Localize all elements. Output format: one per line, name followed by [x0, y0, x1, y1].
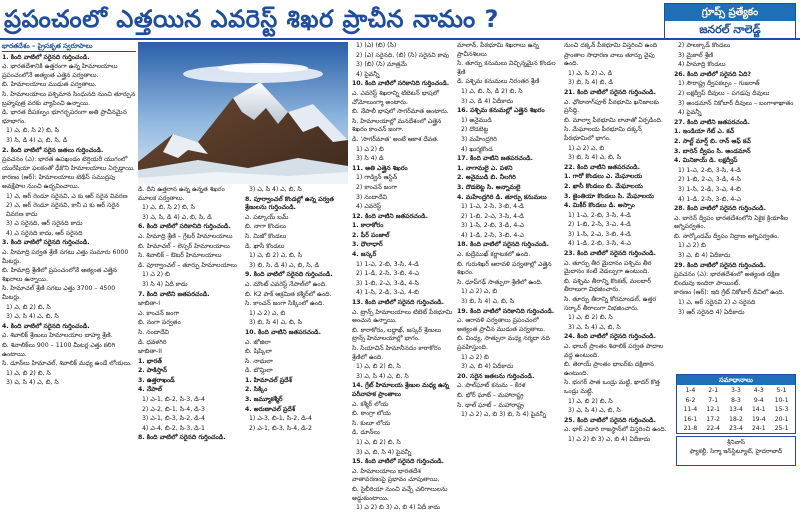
question-line: డి. భారత దీపకల్పం భూగర్భపరంగా అతి ప్రాచీనమైన భూభాగం. — [2, 109, 127, 125]
question-line: సి. హిమాలయాల్లో మనదేశంలో ఎత్తైన శిఖరం కాంచన్ జంగా. — [352, 117, 442, 134]
question-line: ఎ. పాల్‌ఘాట్ కనుమ – కేరళ — [457, 382, 526, 390]
question-line: 29. కింది వాటిలో సరైనది గుర్తించండి. — [674, 261, 766, 269]
question-line: 2) కాంచన్ జంగా — [356, 183, 398, 191]
question-line: 3) బి, సి, డి 4) ఎ, బి, సి, డి — [249, 261, 320, 269]
answer-cell: 10-1 — [774, 396, 789, 404]
question-line: 2) ఎ-1, బి-3, సి-4, డి-2 — [249, 424, 312, 432]
question-line: 2) 1-బి, 2-ఎ, 3-డి, 4-సి — [678, 176, 741, 184]
question-line: 23. కింది వాటిలో సరైనది గుర్తించండి. — [564, 250, 656, 258]
question-line: 2) ఎ, ఆర్ రెండూ సరైనవి, కానీ ఎ కు ఆర్ సరైన వివరణ కాదు — [6, 202, 120, 218]
answer-key-title: సమాధానాలు — [677, 375, 795, 385]
question-line: 2. పాకిస్తాన్ — [138, 367, 167, 375]
question-line: 3. దొడబెట్ట సి. అన్నామలై — [457, 183, 521, 191]
question-line: 3) బి, సి 4) ఎ, బి, సి — [461, 298, 515, 306]
question-line: 1. గారో కొండలు ఎ. మేఘాలయ — [564, 173, 643, 181]
question-line: ప్రవచనం (ఎ): భారతదేశంలో అత్యంత దక్షిణ బిందువు ఇందిరా పాయింట్. — [674, 271, 780, 287]
question-line: 1. ఇండియా గేట్ ఎ. కచ్ — [674, 128, 735, 136]
question-line: 3. జైంతియా కొండలు సి. మేఘాలయ — [564, 192, 654, 200]
question-line: 1) ఎ, బి 2) బి, సి — [568, 314, 613, 322]
question-line: 1. కింది వాటిలో సరైనది గుర్తించండి. — [2, 53, 90, 61]
question-line: బి. K2 పాక్ ఆక్రమిత కశ్మీర్‌లో ఉంది. — [245, 290, 332, 298]
answer-cell: 4-3 — [753, 387, 764, 394]
col3-questions — [352, 42, 454, 513]
answer-cell: 20-1 — [774, 415, 789, 423]
author-role: ఫ్యాకల్టీ, సిగ్మా ఇన్‌స్టిట్యూట్, హైదరాబాద్ — [689, 448, 783, 455]
answer-cell: 9-4 — [753, 396, 764, 404]
answer-cell: 24-1 — [751, 425, 766, 433]
question-line: 1) ఎ 2) బి — [678, 242, 706, 250]
question-line: జాబితా-II — [138, 348, 162, 356]
question-line: 1) సౌరాష్ట్ర ద్వీపకల్పం – గుజరాత్ — [678, 80, 760, 88]
answer-cell: 19-4 — [751, 415, 766, 423]
question-line: బి. మాల్వా పీఠభూమి లావాతో ఏర్పడింది. — [564, 116, 663, 124]
question-line: జాబితా-I — [138, 300, 161, 308]
column-4 — [457, 42, 561, 466]
question-line: 1) ఎ, సి 2) ఎ, డి — [568, 69, 613, 77]
question-line: డి. 'సాగర్‌మాత' అంటే ఆకాశ దేవత. — [352, 135, 439, 143]
question-line: 2. ఖాసీ కొండలు బి. మేఘాలయ — [564, 182, 643, 190]
question-line: 3. బారెన్ ద్వీపం సి. అండమాన్ — [674, 147, 751, 155]
question-line: 2) 1-డి, 2-సి, 3-బి, 4-ఎ — [356, 270, 419, 278]
col6-questions — [674, 42, 798, 317]
question-line: బి. పశ్చిమ తీరాన్ని కొంకణ్, మలబార్ తీరాలుగా విభజించారు. — [564, 277, 652, 294]
question-line: సి. సియాచిన్ హిమానీనదం కారాకోరం శ్రేణిలో ఉంది. — [352, 345, 441, 361]
question-line: 1) అనైముడి — [461, 116, 492, 124]
question-line: డి. బొమ్డిలా — [245, 367, 273, 375]
question-line: ఎ. ఆరావళి పర్వతాలు ప్రపంచంలో అత్యంత ప్రాచీన ముడుత పర్వతాలు. — [457, 317, 546, 333]
answer-grid — [677, 385, 795, 435]
question-line: 1. హిమాచల్ ప్రదేశ్ — [245, 376, 292, 384]
question-line: 1) ఎ-1, బి-2, సి-3, డి-4 — [142, 396, 205, 404]
question-line: 2) 1-బి, 2-సి, 3-ఎ, 4-డి — [568, 221, 631, 229]
question-line: 3) ఎ, బి 4) ఏదీకాదు — [678, 252, 731, 260]
question-line: ఎ. భాబర్ ప్రాంతం శివాలిక్ పర్వత పాదాల వద్ద ఉంటుంది. — [564, 343, 664, 359]
question-line: 7. కింది వాటిని జతపరచండి. — [138, 290, 210, 298]
question-line: బి. నేపాలీ భాషలో సాగర్‌మాత అంటారు. — [352, 108, 449, 116]
question-line: సి. మిజో కొండలు — [245, 232, 287, 240]
question-line: 3) ఎ సరైనది, ఆర్ సరైనది కాదు — [6, 220, 83, 228]
question-line: 1) 1-ఎ, 2-సి, 3-బి, 4-డి — [461, 203, 524, 211]
question-line: 1) ఎ-3, బి-1, సి-2, డి-4 — [249, 415, 312, 423]
question-line: బి. కాంగ్రా లోయ — [352, 410, 391, 418]
author-name: శ్రీనివాస్ — [727, 439, 745, 446]
answer-cell: 22-4 — [706, 425, 720, 433]
question-line: సి. ధూప్‌గఢ్ సాత్పురా శ్రేణిలో ఉంది. — [457, 278, 543, 286]
question-line: ఎ. హిమాలయాలు భారతదేశ వాతావరణంపై ప్రభావం చూపుతాయి. — [352, 467, 440, 484]
mountain-image — [138, 42, 348, 184]
question-line: 3) ఎ, బి 4) ఏదీకాదు — [461, 363, 514, 371]
question-line: 2. పీర్ పంజాల్ — [352, 231, 390, 239]
question-line: 3) ఆర్ సరైనది 4) ఏదీకాదు — [678, 308, 745, 316]
question-line: ప్రవచనం (ఎ): భారత ఉపఖండం టెర్షియరీ యుగంలో యురేషియా ఫలకంతో ఢీకొని హిమాలయాలు ఏర్పడ్డాయి. — [2, 156, 136, 172]
question-line: 27. కింది వాటిని జతపరచండి. — [674, 118, 750, 126]
question-line: 3) ఎ, సి 4) ఎ, బి, సి — [6, 313, 59, 321]
question-line: 4) ఖుర్మకొండ — [461, 145, 493, 153]
question-line: కారణం (ఆర్): హిమాలయాలు టెథీస్ సముద్రపు అవక్షేపాల నుంచి ఉద్భవించాయి. — [2, 174, 116, 190]
question-line: బి. వింధ్య, సాత్పురా మధ్య నర్మదా నది ప్రవహిస్తుంది. — [457, 335, 550, 351]
question-line: 1) ఎ, బి 2) బి, సి — [568, 397, 613, 405]
question-line: 1) ఎ, బి 2) బి, సి — [356, 363, 401, 371]
question-line: 4) హిమాద్రి కొండలు — [678, 61, 726, 69]
question-line: సి. కాంచన్ జంగా సిక్కింలో ఉంది. — [245, 300, 325, 308]
answer-cell: 18-2 — [729, 415, 743, 423]
answer-cell: 16-1 — [683, 415, 698, 423]
answer-cell: 21-8 — [683, 425, 698, 433]
question-line: 3) ఎ, సి 4) ఎ, బి, సి — [568, 323, 621, 331]
question-line: 17. కింది వాటిని జతపరచండి. — [457, 155, 533, 163]
answer-cell: 15-3 — [774, 406, 789, 414]
question-line: 3) ఎ, సి 4) ఎ, బి, సి — [249, 186, 302, 193]
question-line: 4) పైవన్నీ — [356, 70, 380, 78]
question-line: 4. మినికాయ్ డి. లక్షద్వీప్ — [674, 157, 738, 165]
question-line: 1) ఎ 2) బి 3) ఎ, బి 4) ఏదీకాదు — [568, 435, 651, 443]
question-line: 2) లక్షద్వీప్ దీవులు – పగడపు దీవులు — [678, 89, 770, 97]
question-line: ఎ. కుద్రేముఖ్ కర్ణాటకలో ఉంది. — [457, 251, 531, 259]
question-line: 3. ధౌలాధార్ — [352, 241, 383, 249]
question-line: 1) ఎ, బి, సి 2) బి, సి — [6, 127, 60, 135]
question-line: 24. కింది వాటిలో సరైనది గుర్తించండి. — [564, 333, 656, 341]
question-line: 2) (ఎ) సరైనది, (బి) (సి) సరైనవి కావు — [356, 51, 449, 59]
question-line: 4) ఎ సరైనది కాదు, ఆర్ సరైనది — [6, 229, 83, 237]
question-line: 21. కింది వాటిలో సరైనది గుర్తించండి. — [564, 88, 656, 96]
question-line: ఎ. తూర్పు తీర మైదానం పశ్చిమ తీర మైదానం కంటే వెడల్పుగా ఉంటుంది. — [564, 259, 652, 276]
question-line: ఎ. హిమాద్రి శ్రేణి – గ్రేటర్ హిమాలయాలు — [138, 232, 233, 240]
question-line: బి. హిమాలయాలు ముడుత పర్వతాలు. — [2, 81, 97, 89]
answer-cell: 8-3 — [731, 396, 741, 404]
question-line: 8. కింది వాటిలో సరైనది గుర్తించండి. — [138, 434, 226, 442]
question-line: ఎ. హిమాద్రి పర్వత శ్రేణి సగటు ఎత్తు సుమారు 6000 మీటర్లు. — [2, 249, 129, 265]
question-line: 3) సి 4) ఏదీ కాదు — [142, 280, 188, 288]
question-line: ఎ. ఛోటానాగ్‌పూర్ పీఠభూమి ఖనిజాలకు ప్రసిద్ధి. — [564, 98, 659, 115]
question-line: 14. గ్రేట్ హిమాలయ శ్రేణుల మధ్య ఉన్న పరీవాహక ప్రాంతాలు — [352, 382, 450, 398]
question-line: 3) నందాదేవి — [356, 193, 388, 201]
question-line: 1. నాగామలై ఎ. పళని — [457, 164, 513, 172]
question-line: 4) ఎవరెస్ట్ — [356, 203, 382, 211]
question-line: 4. మికీర్ కొండలు డి. అస్సాం — [564, 202, 635, 210]
question-line: ఎ. కాంచన్ జంగా — [138, 309, 180, 317]
question-line: 3) 1-సి, 2-ఎ, 3-బి, 4-డి — [568, 230, 631, 238]
question-line: 1. కారాకోరం — [352, 222, 384, 230]
question-line: 1) ఎ 2) బి 3) ఎ, బి 4) ఏదీ కాదు — [356, 504, 441, 512]
question-line: 2. కింది వాటిలో సరైన జతలు గుర్తించండి. — [2, 146, 104, 154]
question-line: ఎ. జోజిలా — [245, 338, 271, 346]
question-line: సి. హిమాలయాలు పశ్చిమాన సింధునది నుంచి తూర్పున బ్రహ్మపుత్ర వరకు వ్యాపించి ఉన్నాయి. — [2, 90, 136, 107]
question-line: 4) 1-సి, 2-డి, 3-ఎ, 4-బి — [356, 289, 419, 297]
question-line: 4. మహేంద్రగిరి డి. తూర్పు కనుమలు — [457, 193, 547, 201]
col5-questions — [564, 42, 671, 445]
question-line: సి. థాల్ ఘాట్ – మహారాష్ట్ర — [457, 401, 524, 409]
question-line: 3. ఉత్తరాఖండ్ — [138, 376, 175, 384]
question-line: 3) ఎ, సి, డి 4) ఎ, బి, సి, డి — [142, 213, 212, 221]
question-line: 19. కింది వాటిలో సరికానిది గుర్తించండి. — [457, 307, 555, 315]
question-line: ఎ. పట్కాయ్ బమ్ — [245, 213, 289, 221]
question-line: 3) సి 4) డి — [356, 155, 384, 163]
answer-cell: 25-1 — [774, 425, 789, 433]
question-line: 20. సరైన జతలను గుర్తించండి. — [457, 372, 535, 380]
question-line: 1) ఎ 2) బి — [356, 145, 384, 153]
question-line: సి. నాథులా — [245, 357, 273, 365]
col2a-questions — [138, 186, 241, 443]
question-line: సి. డూన్‌లు హిమాచల్, శివాలిక్ మధ్య ఉండే లోయలు. — [2, 360, 132, 368]
question-line: 12. కింది వాటిని జతపరచండి. — [352, 212, 428, 220]
column-6 — [674, 42, 798, 372]
question-line: 2. అనైముడి బి. నీలగిరి — [457, 174, 516, 182]
question-line: 1) ఎ, బి 2) బి, సి — [6, 369, 51, 377]
question-line: 10. కింది వాటిని జతపరచండి. — [245, 328, 321, 336]
question-line: 1) ఎ 2) ఎ, బి — [568, 144, 605, 152]
question-line: 26. కింది వాటిలో సరైనది ఏది? — [674, 70, 752, 78]
question-line: 1) ఎ 2) ఎ, బి — [461, 288, 498, 296]
question-line: 10. కింది వాటిలో సరికానిది గుర్తించండి. — [352, 80, 450, 88]
question-line: బి. నాగా కొండలు — [245, 223, 286, 231]
question-line: సి. మేఘాలయ పీఠభూమి దక్కన్ పీఠభూమిలో భాగం. — [564, 126, 642, 142]
question-line: 18. కింది వాటిలో సరైనది గుర్తించండి. — [457, 241, 549, 249]
question-line: 2) దొడబెట్ట — [461, 126, 489, 134]
question-line: 1) ఎ 2) ఎ, బి — [249, 309, 286, 317]
question-line: బి. నంగా పర్వతం — [138, 319, 181, 327]
question-line: 3) ఎ, సి 4) ఎ, బి, సి — [6, 379, 59, 387]
question-line: 1) ఎ, బి, సి, డి 2) బి, సి — [461, 87, 523, 95]
question-line: బి. హిమాద్రి శ్రేణిలో ప్రపంచంలోనే అత్యంత ఎత్తైన శిఖరాలు ఉన్నాయి. — [2, 267, 117, 283]
question-line: 3) బి, సి 4) ఎ, బి, సి — [568, 154, 622, 162]
question-line: ప్రాంతాల సాధారణ వాలు తూర్పు వైపు ఉంది. — [564, 51, 655, 68]
question-line: బి. భోర్ ఘాట్ – మహారాష్ట్ర — [457, 391, 524, 399]
column-3 — [352, 42, 454, 512]
question-line: 16. పశ్చిమ కనుమల్లో ఎత్తైన శిఖరం — [457, 107, 545, 115]
question-line: 1) 1-ఎ, 2-బి, 3-సి, 4-డి — [356, 260, 419, 268]
answer-cell: 7-1 — [708, 396, 719, 404]
badge-bottom-label: జనరల్ నాలెడ్జ్ — [665, 21, 795, 38]
question-line: 6. కింది వాటిలో సరికానిది గుర్తించండి. — [138, 223, 231, 231]
question-line: బి. తెరాయ్ ప్రాంతం భాబర్‌కు దక్షిణాన ఉంటుంది. — [564, 361, 654, 377]
question-line: కారణం (ఆర్): ఇది గ్రేట్ నికోబార్ దీవిలో ఉంది. — [674, 289, 785, 297]
question-line: 2) 1-బి, 2-ఎ, 3-సి, 4-డి — [461, 212, 524, 220]
answer-cell: 3-3 — [731, 387, 741, 394]
question-line: సి. శివాలిక్ – ఔటర్ హిమాలయాలు — [138, 252, 222, 260]
question-line: 1) ఎ, బి 2) బి, సి — [6, 303, 51, 311]
answer-cell: 17-2 — [706, 415, 720, 423]
question-line: 28. కింది వాటిలో సరైనది గుర్తించండి. — [674, 205, 766, 213]
question-line: సి. తూర్పు తీరాన్ని కోరమాండల్, ఉత్తర సర్కార్ తీరాలుగా విభజించారు. — [564, 296, 657, 312]
question-line: 1. భారత్ — [138, 357, 162, 365]
question-line: ఎ. భారతదేశానికి ఉత్తరంగా ఉన్న హిమాలయాలు ప్రపంచంలోనే అత్యంత ఎత్తైన పర్వతాలు. — [2, 63, 118, 79]
question-line: 11. అతి ఎత్తైన శిఖరం — [352, 164, 408, 172]
question-line: 8. పూర్వాంచల్ కొండల్లో ఉన్న పర్వత శ్రేణులను గుర్తించండి. — [245, 195, 334, 212]
question-line: డి. పూర్వాంచల్ – తూర్పు హిమాలయాలు — [138, 261, 237, 269]
question-line: నుంచి దక్కన్ పీఠభూమి విస్తరించి ఉంది — [564, 42, 658, 49]
question-line: 1) 1-ఎ, 2-బి, 3-సి, 4-డి — [568, 211, 631, 219]
question-line: డి. డూన్‌లు — [352, 429, 380, 437]
question-line: 1) 1-ఎ, 2-బి, 3-సి, 4-డి — [678, 166, 741, 174]
question-line: 1) ఎ 2) బి — [142, 271, 170, 279]
question-line: 3) మైకాల్ శ్రేణి — [678, 51, 714, 59]
question-line: 2) ఎ-2, బి-1, సి-4, డి-3 — [142, 405, 205, 413]
answer-cell: 23-4 — [729, 425, 743, 433]
question-line: 4. అరుణాచల్ ప్రదేశ్ — [245, 405, 296, 413]
question-line: సి. నందాదేవి — [138, 328, 169, 336]
question-line: 2. సాల్ట్ మార్ష్ బి. రాన్ ఆఫ్ కచ్ — [674, 137, 751, 145]
answer-cell: 2-1 — [708, 387, 719, 394]
question-line: బి. షిప్కిలా — [245, 348, 272, 356]
column-1 — [2, 42, 136, 466]
question-line: 3) ఎ, డి 4) ఏదీకాదు — [461, 97, 514, 105]
column-5 — [564, 42, 671, 466]
question-line: డి. ధవళగిరి — [138, 338, 167, 346]
question-line: డి. ఖాసీ కొండలు — [245, 242, 285, 250]
question-line: 1) ఎ 2) బి — [461, 353, 489, 361]
question-line: సి. హిమాచల్ శ్రేణి సగటు ఎత్తు 3700 – 4500 మీటర్లు. — [2, 285, 116, 302]
question-line: మాలాన్, పీఠభూమి శిఖరాలు ఉన్న ప్రాచీనశిలలు — [457, 42, 539, 58]
col2b-questions — [245, 186, 348, 433]
question-line: 1) ఎ, ఆర్ సరైనవి 2) ఎ సరైనది — [678, 299, 756, 307]
answer-key — [676, 374, 796, 434]
question-line: 3. కింది వాటిలో సరైనది గుర్తించండి. — [2, 239, 90, 247]
question-line: 3) 1-సి, 2-డి, 3-ఎ, 4-బి — [678, 185, 741, 193]
question-line: 15. కింది వాటిలో సరైనది గుర్తించండి. — [352, 458, 444, 466]
question-line: ఎ. కశ్మీర్ లోయ — [352, 400, 389, 408]
question-line: 3) ఎ, సి 4) ఎ, బి, సి — [568, 407, 621, 415]
question-line: 3) బి, సి 4) ఎ, బి, సి — [249, 319, 303, 327]
answer-cell: 6-2 — [685, 396, 696, 404]
answer-cell: 1-4 — [685, 387, 696, 394]
answer-cell: 13-4 — [729, 406, 743, 414]
question-line: ఎ. శివాలిక్ శ్రేణులు హిమాలయాల బాహ్య శ్రేణి. — [2, 332, 113, 340]
question-line: 3) మహేంద్రగిరి — [461, 135, 497, 143]
question-line: సి. కులూ లోయ — [352, 419, 391, 427]
series-badge — [664, 3, 796, 39]
question-line: బి. నార్కోండమ్ ద్వీపం నిద్రాణ అగ్నిపర్వతం. — [674, 232, 780, 240]
column-2b — [245, 186, 348, 466]
answer-cell: 14-1 — [751, 406, 766, 414]
question-line: 3) సి, డి 4) ఎ, బి, సి, డి — [6, 136, 68, 144]
question-line: సి. భంగర్ పాత ఒండ్రు మట్టి, ఖాదర్ కొత్త ఒండ్రు మట్టి. — [564, 379, 660, 395]
question-line: 1) (ఎ) (బి) (సి) — [356, 42, 397, 49]
answer-cell: 12-1 — [706, 406, 720, 414]
question-line: ఎ. మౌంట్ ఎవరెస్ట్ నేపాల్‌లో ఉంది. — [245, 280, 328, 288]
question-line: 3) 1-బి, 2-ఎ, 3-డి, 4-సి — [356, 279, 419, 287]
question-line: 1) ఎ, బి, సి 2) బి, సి — [142, 204, 196, 212]
question-line: 22. కింది వాటిని జతపరచండి. — [564, 163, 640, 171]
question-line: 1) ఎ 2) ఎ, బి 3) బి, సి 4) పైవన్నీ — [461, 411, 546, 419]
question-line: 13. కింది వాటిలో సరైనది గుర్తించండి. — [352, 299, 444, 307]
question-line: 4) 1-డి, 2-సి, 3-బి, 4-ఎ — [461, 231, 524, 239]
question-line: బి. సైబీరియా నుంచి వచ్చే చలిగాలులను అడ్డుకుంటాయి. — [352, 485, 448, 502]
question-line: 3) అండమాన్ నికోబార్ దీవులు – బంగాళాఖాతం — [678, 99, 794, 107]
question-line: 1) ఎ, బి 2) ఎ, బి, సి — [249, 252, 303, 260]
question-line: డి. పశ్చిమ కనుమలు నిరంతర శ్రేణి — [457, 78, 540, 86]
question-line: 4. నేపాల్ — [138, 386, 162, 394]
question-line: 3) బి, సి 4) బి, డి — [568, 79, 613, 87]
headline-rule — [0, 38, 800, 40]
col1-questions — [2, 54, 136, 388]
question-line: 4. జస్కర్ — [352, 251, 377, 259]
question-line: ఎ. థార్ ఎడారి రాజస్థాన్‌లో విస్తరించి ఉంది. — [564, 426, 667, 434]
question-line: ఎ. బారెన్ ద్వీపం భారతదేశంలోని ఏకైక క్రియాశీల అగ్నిపర్వతం. — [674, 214, 788, 231]
question-line: 3) (బి) (సి) మాత్రమే — [356, 61, 407, 69]
question-line: 4) 1-డి, 2-బి, 3-సి, 4-ఎ — [568, 240, 631, 248]
question-line: 3. జమ్మూకశ్మీర్ — [245, 396, 283, 404]
badge-top-label: గ్రూప్స్ ప్రత్యేకం — [665, 4, 795, 21]
question-line: 3) 1-సి, 2-బి, 3-డి, 4-ఎ — [461, 222, 524, 230]
question-line: 4) ఎ-4, బి-2, సి-3, డి-1 — [142, 424, 205, 432]
section-heading: భారతదేశం – ప్రైసకృత స్వరూపాలు — [2, 42, 136, 52]
answer-cell: 5-1 — [776, 387, 787, 394]
question-line: 1) ఎ, బి 2) బి, సి — [356, 438, 401, 446]
question-line: 4) పైవన్నీ — [678, 109, 702, 117]
question-line: ఎ. ట్రాన్స్ హిమాలయాలు టిబెట్ పీఠభూమి అంచున ఉన్నాయి. — [352, 308, 453, 325]
question-line: 2) పాలక్కాడ్ కొండలు — [678, 42, 731, 49]
question-line: 4. కింది వాటిలో సరైనది గుర్తించండి. — [2, 322, 90, 330]
question-line: 1) ఎ, ఆర్ రెండూ సరైనవి, ఎ కు ఆర్ సరైన వివరణ — [6, 192, 128, 200]
question-line: బి. శివాలిక్‌లు 900 – 1100 మీటర్ల ఎత్తు కలిగి ఉంటాయి. — [2, 342, 116, 358]
question-line: 25. కింది వాటిలో సరైనది గుర్తించండి. — [564, 416, 656, 424]
everest-photo — [138, 42, 348, 184]
question-line: బి. గురుశిఖర్ ఆరావళి పర్వతాల్లో ఎత్తైన శిఖరం. — [457, 260, 552, 277]
question-line: 3) ఎ, సి 4) ఎ, బి, సి — [356, 372, 409, 380]
page-headline: ప్రపంచంలో ఎత్తయిన ఎవరెస్ట్ శిఖర ప్రాచీన నామం ? — [4, 5, 499, 33]
question-line: 4) 1-డి, 2-సి, 3-బి, 4-ఎ — [678, 195, 741, 203]
question-line: బి. హిమాచల్ – లెస్సర్ హిమాలయాలు — [138, 242, 230, 250]
question-line: 3) ఎ, బి, సి 4) పైవన్నీ — [356, 448, 412, 456]
column-2a — [138, 186, 241, 466]
question-line: 1) గాడ్విన్ ఆస్టిన్ — [356, 174, 398, 182]
question-line: 9. కింది వాటిలో సరైనది గుర్తించండి. — [245, 271, 333, 279]
question-line: డి. దీని ఉత్తరాన ఉన్న ఉన్నత శిఖరం మూలక పర్వతాలు. — [138, 186, 225, 202]
author-box — [676, 436, 796, 466]
col4-questions — [457, 42, 561, 420]
question-line: ఎ. ఎవరెస్ట్ శిఖరాన్ని టిబెటన్ భాషలో చోమోలుంగ్మా అంటారు. — [352, 89, 439, 106]
answer-cell: 11-4 — [683, 406, 698, 414]
question-line: సి. తూర్పు కనుమలు విచ్ఛిన్నమైన కొండల శ్రేణి — [457, 60, 556, 76]
question-line: బి. కారాకోరం, లద్దాఖ్, జస్కర్ శ్రేణులు ట్రాన్స్ హిమాలయాల్లో భాగం. — [352, 326, 442, 343]
question-line: 2. సిక్కిం — [245, 386, 268, 394]
question-line: 3) ఎ-1, బి-3, సి-2, డి-4 — [142, 415, 205, 423]
